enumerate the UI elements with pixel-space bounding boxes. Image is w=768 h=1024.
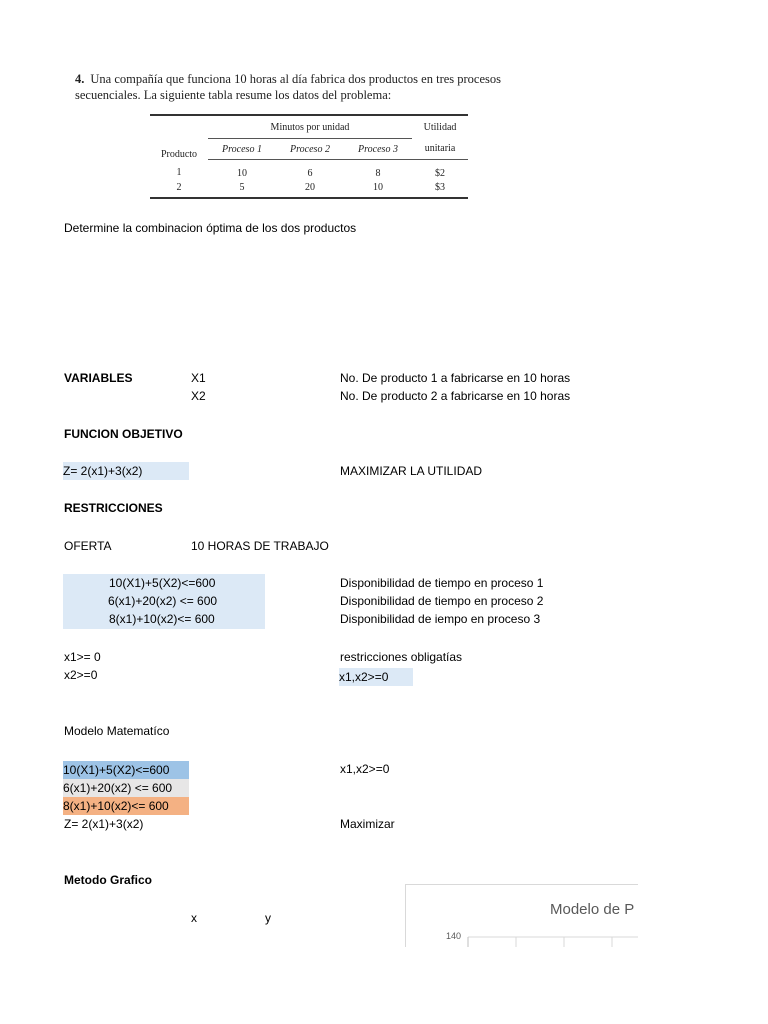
header-utilidad-1: Utilidad — [423, 121, 457, 133]
objective-formula: Z= 2(x1)+3(x2) — [63, 464, 143, 478]
row2-p3: 10 — [373, 181, 383, 193]
problem-text: Una compañía que funciona 10 horas al día fabrica dos productos en tres procesos secuenciales. La siguiente tabla resume los datos del problema: — [75, 72, 502, 102]
header-producto: Producto — [160, 148, 198, 160]
oferta-label: OFERTA — [64, 539, 112, 553]
constraint-2-formula[interactable]: 6(x1)+20(x2) <= 600 — [108, 594, 218, 608]
row1-producto: 1 — [176, 167, 182, 179]
constraint-3-desc: Disponibilidad de iempo en proceso 3 — [340, 612, 541, 626]
row1-p3: 8 — [375, 167, 381, 179]
obligatorias-label: restricciones obligatías — [340, 650, 463, 664]
row2-p2: 20 — [305, 181, 315, 193]
row1-p1: 10 — [237, 167, 247, 179]
variable-x2: X2 — [191, 389, 206, 403]
header-proceso-3: Proceso 3 — [344, 139, 412, 160]
chart-tick-140: 140 — [446, 931, 462, 941]
modelo-c1-cell[interactable] — [63, 761, 189, 779]
restricciones-label: RESTRICCIONES — [64, 501, 163, 515]
modelo-c3: 8(x1)+10(x2)<= 600 — [63, 799, 169, 813]
row2-utilidad: $3 — [435, 181, 445, 193]
modelo-nonneg: x1,x2>=0 — [340, 762, 390, 776]
modelo-c3-cell[interactable] — [63, 797, 189, 815]
constraint-1-formula[interactable]: 10(X1)+5(X2)<=600 — [109, 576, 216, 590]
objective-formula-cell[interactable] — [63, 462, 189, 480]
oferta-value: 10 HORAS DE TRABAJO — [191, 539, 329, 553]
chart-gridlines — [406, 885, 638, 947]
row1-utilidad: $2 — [435, 167, 445, 179]
problem-table — [150, 114, 468, 199]
funcion-objetivo-label: FUNCION OBJETIVO — [64, 427, 183, 441]
modelo-label: Modelo Matematíco — [64, 724, 170, 738]
chart-title: Modelo de P — [550, 901, 635, 918]
modelo-c1: 10(X1)+5(X2)<=600 — [63, 763, 170, 777]
modelo-z: Z= 2(x1)+3(x2) — [64, 817, 144, 831]
modelo-c2: 6(x1)+20(x2) <= 600 — [63, 781, 173, 795]
header-proceso-2: Proceso 2 — [276, 139, 344, 160]
variable-x1-desc: No. De producto 1 a fabricarse en 10 horas — [340, 371, 571, 385]
variables-label: VARIABLES — [64, 371, 133, 385]
row1-p2: 6 — [307, 167, 313, 179]
header-proceso-1: Proceso 1 — [208, 139, 276, 160]
header-minutos: Minutos por unidad — [208, 115, 412, 139]
col-y-header: y — [265, 911, 271, 925]
row2-p1: 5 — [239, 181, 245, 193]
row2-producto: 2 — [176, 181, 182, 193]
metodo-label: Metodo Grafico — [64, 873, 153, 887]
problem-statement — [75, 71, 515, 103]
nonneg-x1: x1>= 0 — [64, 650, 101, 664]
obligatorias-cell[interactable] — [339, 668, 413, 686]
nonneg-x2: x2>=0 — [64, 668, 98, 682]
variable-x1: X1 — [191, 371, 206, 385]
col-x-header: x — [191, 911, 197, 925]
header-utilidad-2: unitaria — [412, 139, 468, 160]
constraint-1-desc: Disponibilidad de tiempo en proceso 1 — [340, 576, 544, 590]
modelo-c2-cell[interactable] — [63, 779, 189, 797]
problem-number: 4. — [75, 72, 85, 86]
determine-text: Determine la combinacion óptima de los dos productos — [64, 221, 357, 235]
constraint-3-formula[interactable]: 8(x1)+10(x2)<= 600 — [109, 612, 215, 626]
constraint-2-desc: Disponibilidad de tiempo en proceso 2 — [340, 594, 544, 608]
variable-x2-desc: No. De producto 2 a fabricarse en 10 horas — [340, 389, 571, 403]
objective-desc: MAXIMIZAR LA UTILIDAD — [340, 464, 483, 478]
modelo-maximizar: Maximizar — [340, 817, 395, 831]
chart-container[interactable] — [405, 884, 638, 947]
obligatorias-value: x1,x2>=0 — [339, 670, 389, 684]
